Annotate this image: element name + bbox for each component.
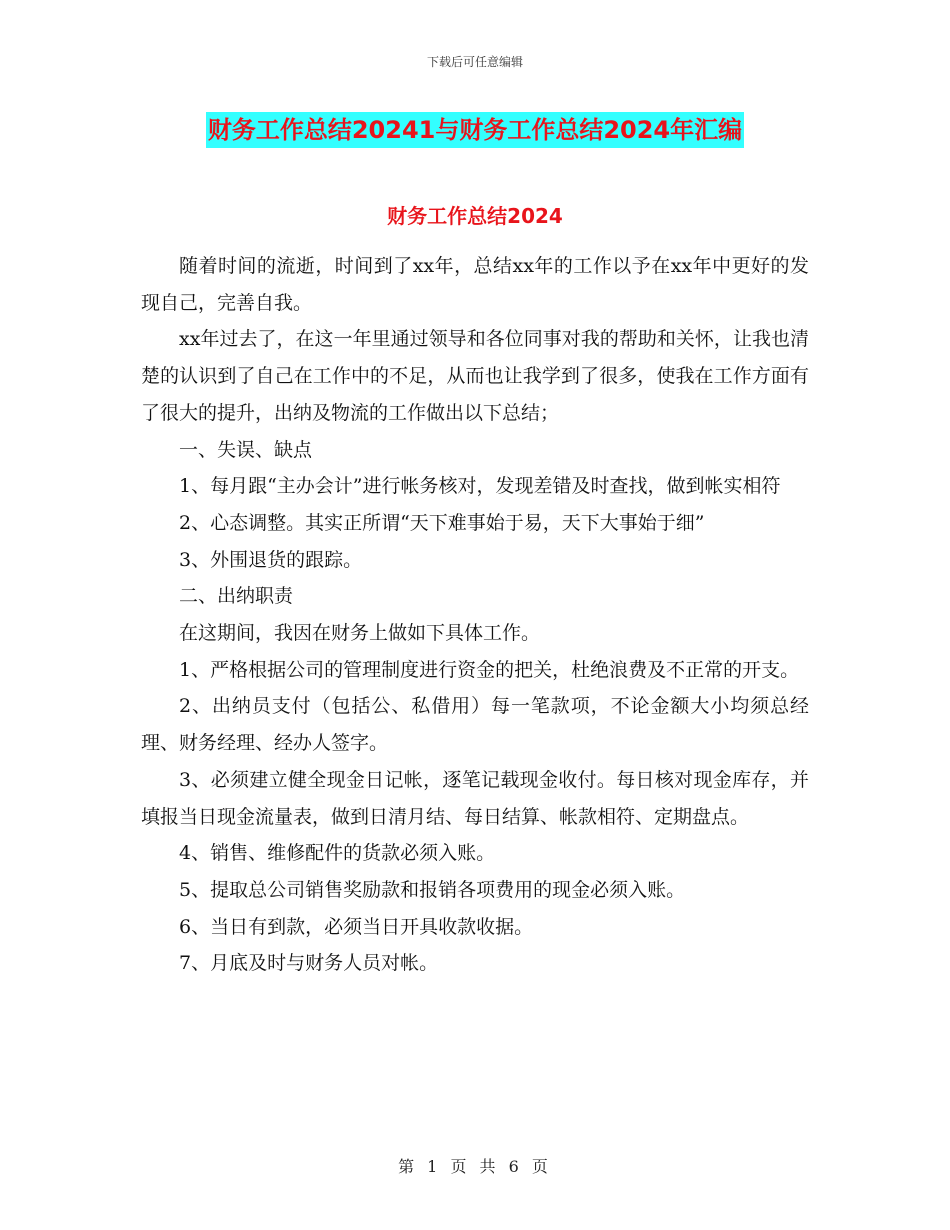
paragraph: 4、销售、维修配件的货款必须入账。 — [179, 842, 496, 865]
document-body — [141, 248, 809, 982]
document-title: 财务工作总结20241与财务工作总结2024年汇编 — [206, 112, 744, 148]
paragraph: 3、必须建立健全现金日记帐，逐笔记载现金收付。每日核对现金库存，并填报当日现金流量表，做到日清月结、每日结算、帐款相符、定期盘点。 — [141, 768, 809, 828]
paragraph: 2、心态调整。其实正所谓“天下难事始于易，天下大事始于细” — [179, 511, 705, 534]
section-title: 财务工作总结2024 — [387, 204, 563, 228]
paragraph: 6、当日有到款，必须当日开具收款收据。 — [179, 915, 534, 938]
paragraph: 二、出纳职责 — [179, 585, 294, 608]
paragraph: 1、每月跟“主办会计”进行帐务核对，发现差错及时查找，做到帐实相符 — [179, 475, 781, 498]
paragraph: 3、外围退货的跟踪。 — [179, 548, 363, 571]
paragraph: 5、提取总公司销售奖励款和报销各项费用的现金必须入账。 — [179, 878, 686, 901]
page-number: 第 1 页 共 6 页 — [398, 1157, 552, 1176]
paragraph: 7、月底及时与财务人员对帐。 — [179, 952, 439, 975]
paragraph: 1、严格根据公司的管理制度进行资金的把关，杜绝浪费及不正常的开支。 — [179, 658, 800, 681]
paragraph: 随着时间的流逝，时间到了xx年，总结xx年的工作以予在xx年中更好的发现自己，完善自我。 — [141, 255, 809, 314]
paragraph: xx年过去了，在这一年里通过领导和各位同事对我的帮助和关怀，让我也清楚的认识到了自己在工作中的不足，从而也让我学到了很多，使我在工作方面有了很大的提升，出纳及物流的工作做出以下总结； — [141, 328, 809, 424]
page-header: 下载后可任意编辑 — [426, 55, 523, 69]
paragraph: 一、失误、缺点 — [179, 438, 313, 461]
paragraph: 2、出纳员支付（包括公、私借用）每一笔款项，不论金额大小均须总经理、财务经理、经办人签字。 — [141, 695, 809, 755]
paragraph: 在这期间，我因在财务上做如下具体工作。 — [179, 622, 541, 645]
document-title-container — [0, 112, 950, 148]
